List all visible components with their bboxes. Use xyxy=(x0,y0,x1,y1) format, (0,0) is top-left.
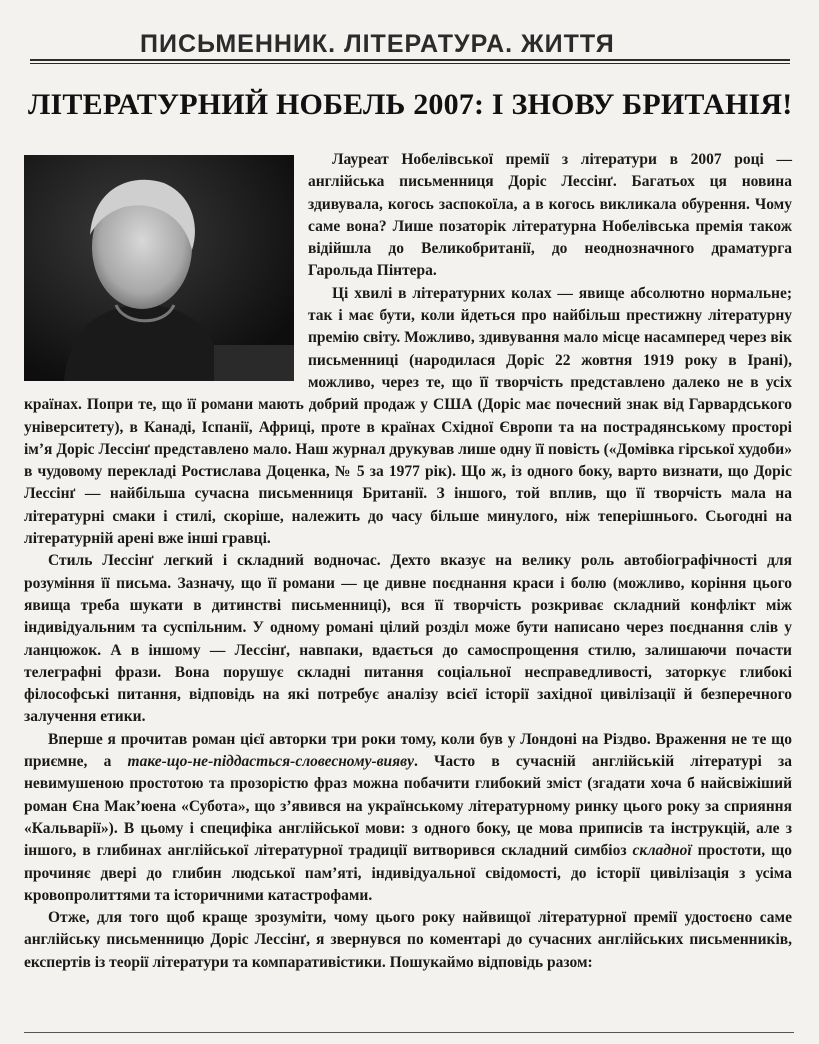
paragraph-4 xyxy=(24,729,792,907)
paragraph-4-part-a: Вперше я прочитав роман цієї авторки три роки тому, коли був у Лондоні на Різдво. Враження не те що приємне, а xyxy=(24,730,792,771)
bottom-rule xyxy=(24,1032,794,1033)
header-rule xyxy=(30,59,790,61)
header-rule-thin xyxy=(30,63,790,64)
paragraph-5: Отже, для того щоб краще зрозуміти, чому цього року найвищої літературної премії удостоєно саме англійську письменницю Доріс Лессінґ, я звернувся по коментарі до сучасних англійських письменників, експертів із теорії літератури та компаративістики. Пошукаймо відповідь разом: xyxy=(24,909,792,971)
page-header xyxy=(30,26,790,62)
photo-spacer xyxy=(24,149,308,389)
section-title: ПИСЬМЕННИК. ЛІТЕРАТУРА. ЖИТТЯ xyxy=(140,30,615,58)
paragraph-1: Лауреат Нобелівської премії з літератури в 2007 році — англійська письменниця Доріс Лессінґ. Багатьох ця новина здивувала, когось заспокоїла, а в когось викликала обурення. Чому саме вона? Лише позаторік літературна Нобелівська премія також відійшла до Великобританії, до неоднозначного драматурга Гарольда Пінтера. xyxy=(308,151,792,280)
paragraph-4-italic: таке-що-не-піддасться-словесному-виявy xyxy=(127,753,414,771)
paragraph-2: Ці хвилі в літературних колах — явище абсолютно нормальне; так і має бути, коли йдеться про найбільш престижну літературну премію світу. Можливо, здивування мало місце насамперед через вік письменниці (народилася Доріс 22 жовтня 1919 року в Ірані), можливо, через те, що її творчість представлено далеко не в усіх країнах. Попри те, що її романи мають добрий продаж у США (Доріс має почесний знак від Гарвардського університету), в Канаді, Іспанії, Африці, проте в країнах Східної Європи та на пострадянському просторі ім’я Доріс Лессінґ представлено мало. Наш журнал друкував лише одну її повість («Домівка гірської худоби» в чудовому перекладі Ростислава Доценка, № 5 за 1977 рік). Що ж, із одного боку, варто визнати, що Доріс Лессінґ — найбільша сучасна письменниця Британії. З іншого, той вплив, що її творчість мала на літературні смаки і стилі, скоріше, належить до часу більше минулого, ніж теперішнього. Сьогодні на літературній арені вже інші гравці. xyxy=(24,284,792,548)
paragraph-3: Стиль Лессінґ легкий і складний водночас. Дехто вказує на велику роль автобіографічності для розуміння її письма. Зазначу, що її романи — це дивне поєднання краси і болю (можливо, коріння цього явища треба шукати в дитинстві письменниці), вся її творчість розкриває складний конфлікт між індивідуальним та суспільним. У одному романі цілий розділ може бути написано через поєднання слів у ланцюжок. А в іншому — Лессінґ, навпаки, вдається до самоспрощення стилю, залишаючи почасти телеграфні фрази. Вона порушує складні питання соціальної несправедливості, заторкує глибокі філософські питання, відповідь на які потребує аналізу всієї історії західної цивілізації й безперечного залучення етики. xyxy=(24,552,792,726)
paragraph-4-italic-2: складної xyxy=(632,842,692,860)
article-body xyxy=(24,149,792,974)
paragraph-4-part-c: простоти, що прочиняє двері до глибин людської пам’яті, індивідуальної свідомості, до історії цивілізація з усіма кровопролиттями та історичними катастрофами. xyxy=(24,842,792,904)
article-title: ЛІТЕРАТУРНИЙ НОБЕЛЬ 2007: І ЗНОВУ БРИТАНІЯ! xyxy=(28,88,793,121)
paragraph-4-part-b: . Часто в сучасній англійській літературі за невимушеною простотою та прозорістю фраз можна побачити глибокий зміст (згадати хоча б найсвіжіший роман Єна Мак’юена «Субота», що з’явився на українському літературному ринку цього року за сприяння «Кальварії»). В цьому і специфіка англійської мови: з одного боку, це мова приписів та інструкцій, але з іншого, в глибинах англійської літературної традиції витворився складний симбіоз xyxy=(24,753,792,860)
